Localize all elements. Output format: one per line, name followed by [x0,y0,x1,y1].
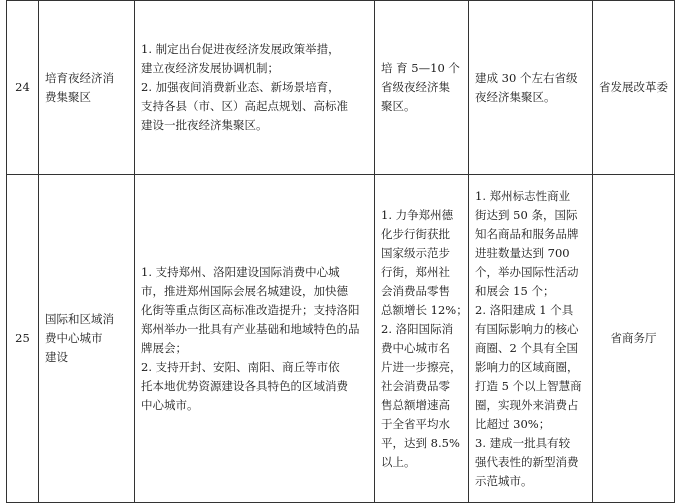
measures-cell: 1. 制定出台促进夜经济发展政策举措， 建立夜经济发展协调机制； 2. 加强夜间消费新业态、新场景培育， 支持各县（市、区）高起点规划、高标准 建设一批夜经济集聚区。 [135,1,375,175]
document-page [6,0,674,504]
row-number: 25 [7,175,39,503]
responsible-dept: 省商务厅 [593,175,675,503]
row-number: 24 [7,1,39,175]
task-name: 培育夜经济消 费集聚区 [39,1,135,175]
target-2022-cell: 1. 力争郑州德 化步行街获批 国家级示范步 行街，郑州社 会消费品零售 总额增长 12%； 2. 洛阳国际消 费中心城市名 片进一步擦亮， 社会消费品零 售总额增速高 于全省平均水 平，达到 8.5% 以上。 [375,175,469,503]
measures-cell: 1. 支持郑州、洛阳建设国际消费中心城 市，推进郑州国际会展名城建设，加快德 化街等重点街区高标准改造提升；支持洛阳 郑州举办一批具有产业基础和地域特色的品 牌展会； 2. 支持开封、安阳、南阳、商丘等市依 托本地优势资源建设各具特色的区域消费 中心城市。 [135,175,375,503]
table-row [7,175,675,503]
task-table [6,0,675,503]
target-2025-cell: 1. 郑州标志性商业 街达到 50 条，国际 知名商品和服务品牌 进驻数量达到 700 个，举办国际性活动 和展会 15 个； 2. 洛阳建成 1 个具 有国际影响力的核心 商圈、2 个具有全国 影响力的区域商圈， 打造 5 个以上智慧商 圈，实现外来消费占 比超过 30%； 3. 建成一批具有较 强代表性的新型消费 示范城市。 [469,175,593,503]
target-2025-cell: 建成 30 个左右省级 夜经济集聚区。 [469,1,593,175]
table-row [7,1,675,175]
target-2022-cell: 培 育 5—10 个 省级夜经济集 聚区。 [375,1,469,175]
responsible-dept: 省发展改革委 [593,1,675,175]
task-name: 国际和区域消 费中心城市 建设 [39,175,135,503]
